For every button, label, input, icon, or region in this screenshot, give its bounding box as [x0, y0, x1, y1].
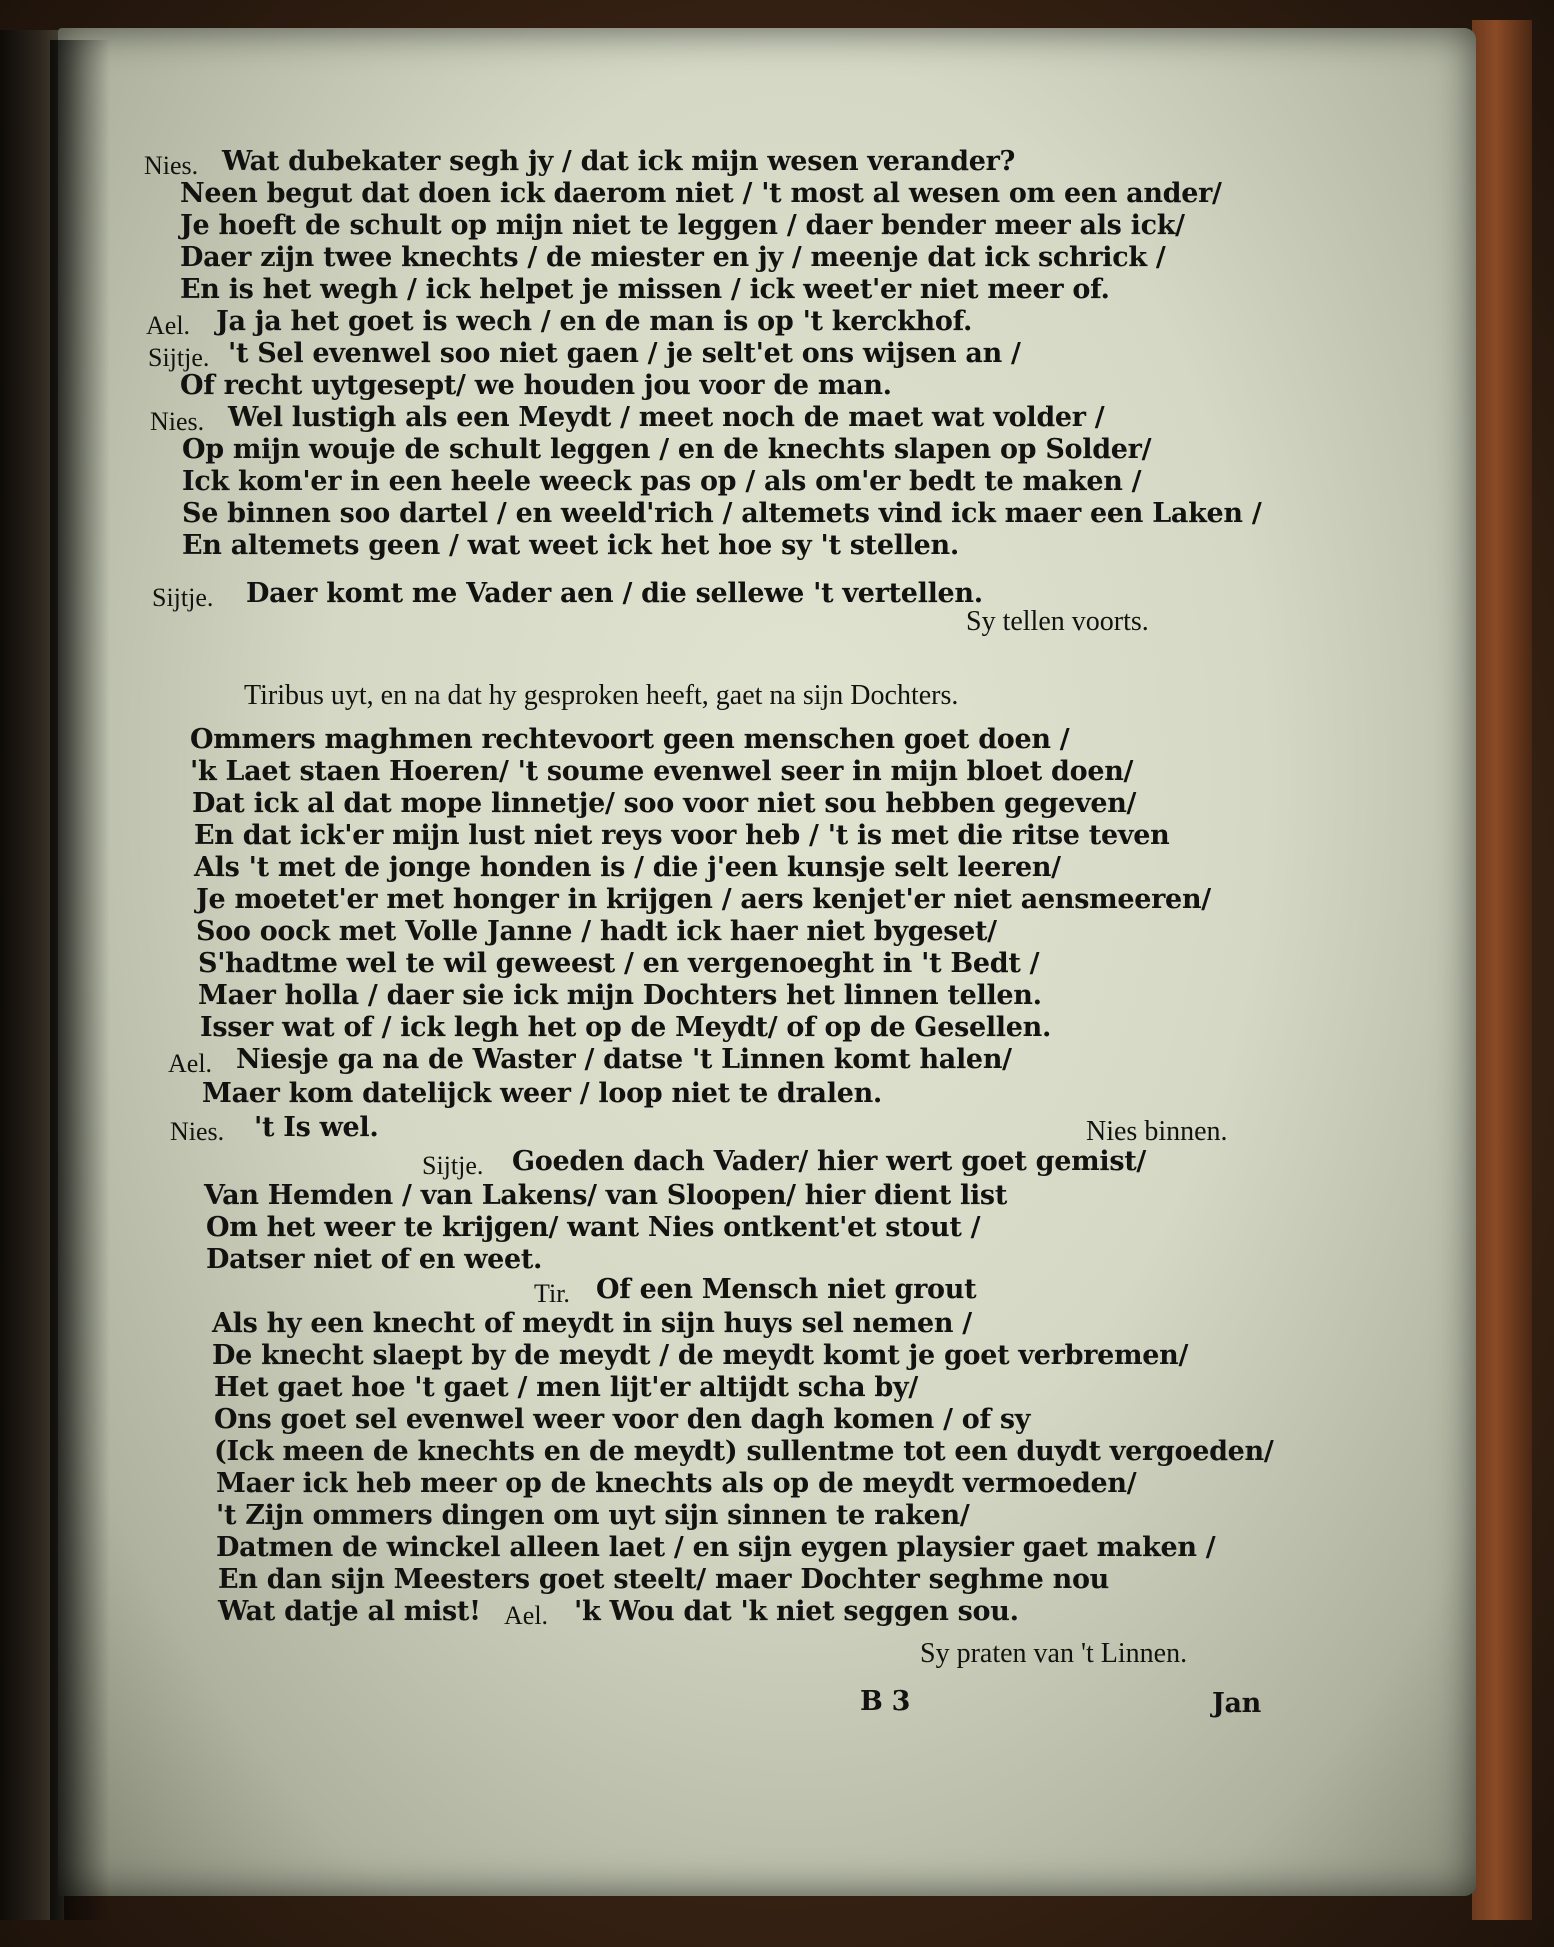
speaker-label: Ael. [168, 1049, 213, 1078]
verse-line: Wat datje al mist! [218, 1596, 481, 1627]
verse-line: Op mijn wouje de schult leggen / en de knechts slapen op Solder/ [182, 434, 1152, 465]
verse-line: Ons goet sel evenwel weer voor den dagh komen / of sy [214, 1404, 1031, 1435]
speaker-label: Nies. [144, 151, 199, 180]
verse-line: Neen begut dat doen ick daerom niet / 't most al wesen om een ander/ [180, 178, 1222, 209]
verse-line: Daer zijn twee knechts / de miester en jy / meenje dat ick schrick / [180, 242, 1166, 273]
verse-line: Datmen de winckel alleen laet / en sijn eygen playsier gaet maken / [216, 1532, 1216, 1563]
verse-line: Maer ick heb meer op de knechts als op de meydt vermoeden/ [216, 1468, 1137, 1499]
verse-line: En is het wegh / ick helpet je missen / ick weet'er niet meer of. [180, 274, 1110, 305]
verse-line: Soo oock met Volle Janne / hadt ick haer niet bygeset/ [196, 916, 997, 947]
verse-line: Van Hemden / van Lakens/ van Sloopen/ hier dient list [204, 1180, 1007, 1211]
verse-line: Ja ja het goet is wech / en de man is op 't kerckhof. [216, 306, 973, 337]
verse-line: Als hy een knecht of meydt in sijn huys sel nemen / [212, 1308, 972, 1339]
verse-line: Wel lustigh als een Meydt / meet noch de maet wat volder / [228, 402, 1105, 433]
speaker-label: Ael. [146, 311, 191, 340]
verse-line: Dat ick al dat mope linnetje/ soo voor niet sou hebben gegeven/ [192, 788, 1137, 819]
speaker-label: Sijtje. [152, 583, 214, 612]
verse-line: Se binnen soo dartel / en weeld'rich / altemets vind ick maer een Laken / [182, 498, 1262, 529]
stage-direction: Nies binnen. [1086, 1116, 1228, 1147]
verse-line: De knecht slaept by de meydt / de meydt komt je goet verbremen/ [212, 1340, 1189, 1371]
verse-line: S'hadtme wel te wil geweest / en vergenoeght in 't Bedt / [198, 948, 1040, 979]
verse-line: En dan sijn Meesters goet steelt/ maer Dochter seghme nou [218, 1564, 1109, 1595]
verse-line: Datser niet of en weet. [206, 1244, 543, 1275]
verse-line: Maer holla / daer sie ick mijn Dochters het linnen tellen. [198, 980, 1042, 1011]
verse-line: 'k Laet staen Hoeren/ 't soume evenwel seer in mijn bloet doen/ [190, 756, 1134, 787]
speaker-label: Tir. [534, 1279, 570, 1308]
verse-line: En altemets geen / wat weet ick het hoe sy 't stellen. [182, 530, 959, 561]
catchword: Jan [1212, 1688, 1261, 1719]
verse-line: (Ick meen de knechts en de meydt) sullentme tot een duydt vergoeden/ [214, 1436, 1274, 1467]
stage-direction: Sy tellen voorts. [966, 606, 1149, 637]
verse-line: Maer kom datelijck weer / loop niet te dralen. [202, 1078, 883, 1109]
verse-line: Of een Mensch niet grout [596, 1274, 977, 1305]
stage-direction: Sy praten van 't Linnen. [920, 1638, 1188, 1669]
verse-line: Niesje ga na de Waster / datse 't Linnen komt halen/ [236, 1044, 1012, 1075]
speaker-label: Nies. [150, 407, 205, 436]
speaker-label: Sijtje. [148, 343, 210, 372]
verse-line: 't Is wel. [254, 1112, 379, 1143]
verse-line: Wat dubekater segh jy / dat ick mijn wesen verander? [222, 146, 1016, 177]
verse-line: 't Zijn ommers dingen om uyt sijn sinnen te raken/ [216, 1500, 970, 1531]
verse-line: Je moetet'er met honger in krijgen / aers kenjet'er niet aensmeeren/ [196, 884, 1211, 915]
verse-line: En dat ick'er mijn lust niet reys voor heb / 't is met die ritse teven [194, 820, 1170, 851]
stage-direction: Tiribus uyt, en na dat hy gesproken heeft, gaet na sijn Dochters. [244, 680, 959, 711]
verse-line: Daer komt me Vader aen / die sellewe 't vertellen. [246, 578, 983, 609]
verse-line: Isser wat of / ick legh het op de Meydt/ of op de Gesellen. [200, 1012, 1052, 1043]
verse-line: Het gaet hoe 't gaet / men lijt'er altijdt scha by/ [214, 1372, 918, 1403]
verse-line: Je hoeft de schult op mijn niet te leggen / daer bender meer als ick/ [180, 210, 1185, 241]
speaker-label: Nies. [170, 1117, 225, 1146]
verse-line: 'k Wou dat 'k niet seggen sou. [574, 1596, 1019, 1627]
speaker-label: Ael. [504, 1601, 549, 1630]
signature-mark: B 3 [860, 1686, 911, 1717]
verse-line: Goeden dach Vader/ hier wert goet gemist/ [512, 1146, 1146, 1177]
verse-line: Als 't met de jonge honden is / die j'een kunsje selt leeren/ [194, 852, 1061, 883]
speaker-label: Sijtje. [422, 1151, 484, 1180]
verse-line: 't Sel evenwel soo niet gaen / je selt'et ons wijsen an / [228, 338, 1021, 369]
verse-line: Ommers maghmen rechtevoort geen menschen goet doen / [190, 724, 1070, 755]
verse-line: Om het weer te krijgen/ want Nies ontkent'et stout / [206, 1212, 981, 1243]
verse-line: Of recht uytgesept/ we houden jou voor de man. [180, 370, 892, 401]
verse-line: Ick kom'er in een heele weeck pas op / als om'er bedt te maken / [182, 466, 1142, 497]
